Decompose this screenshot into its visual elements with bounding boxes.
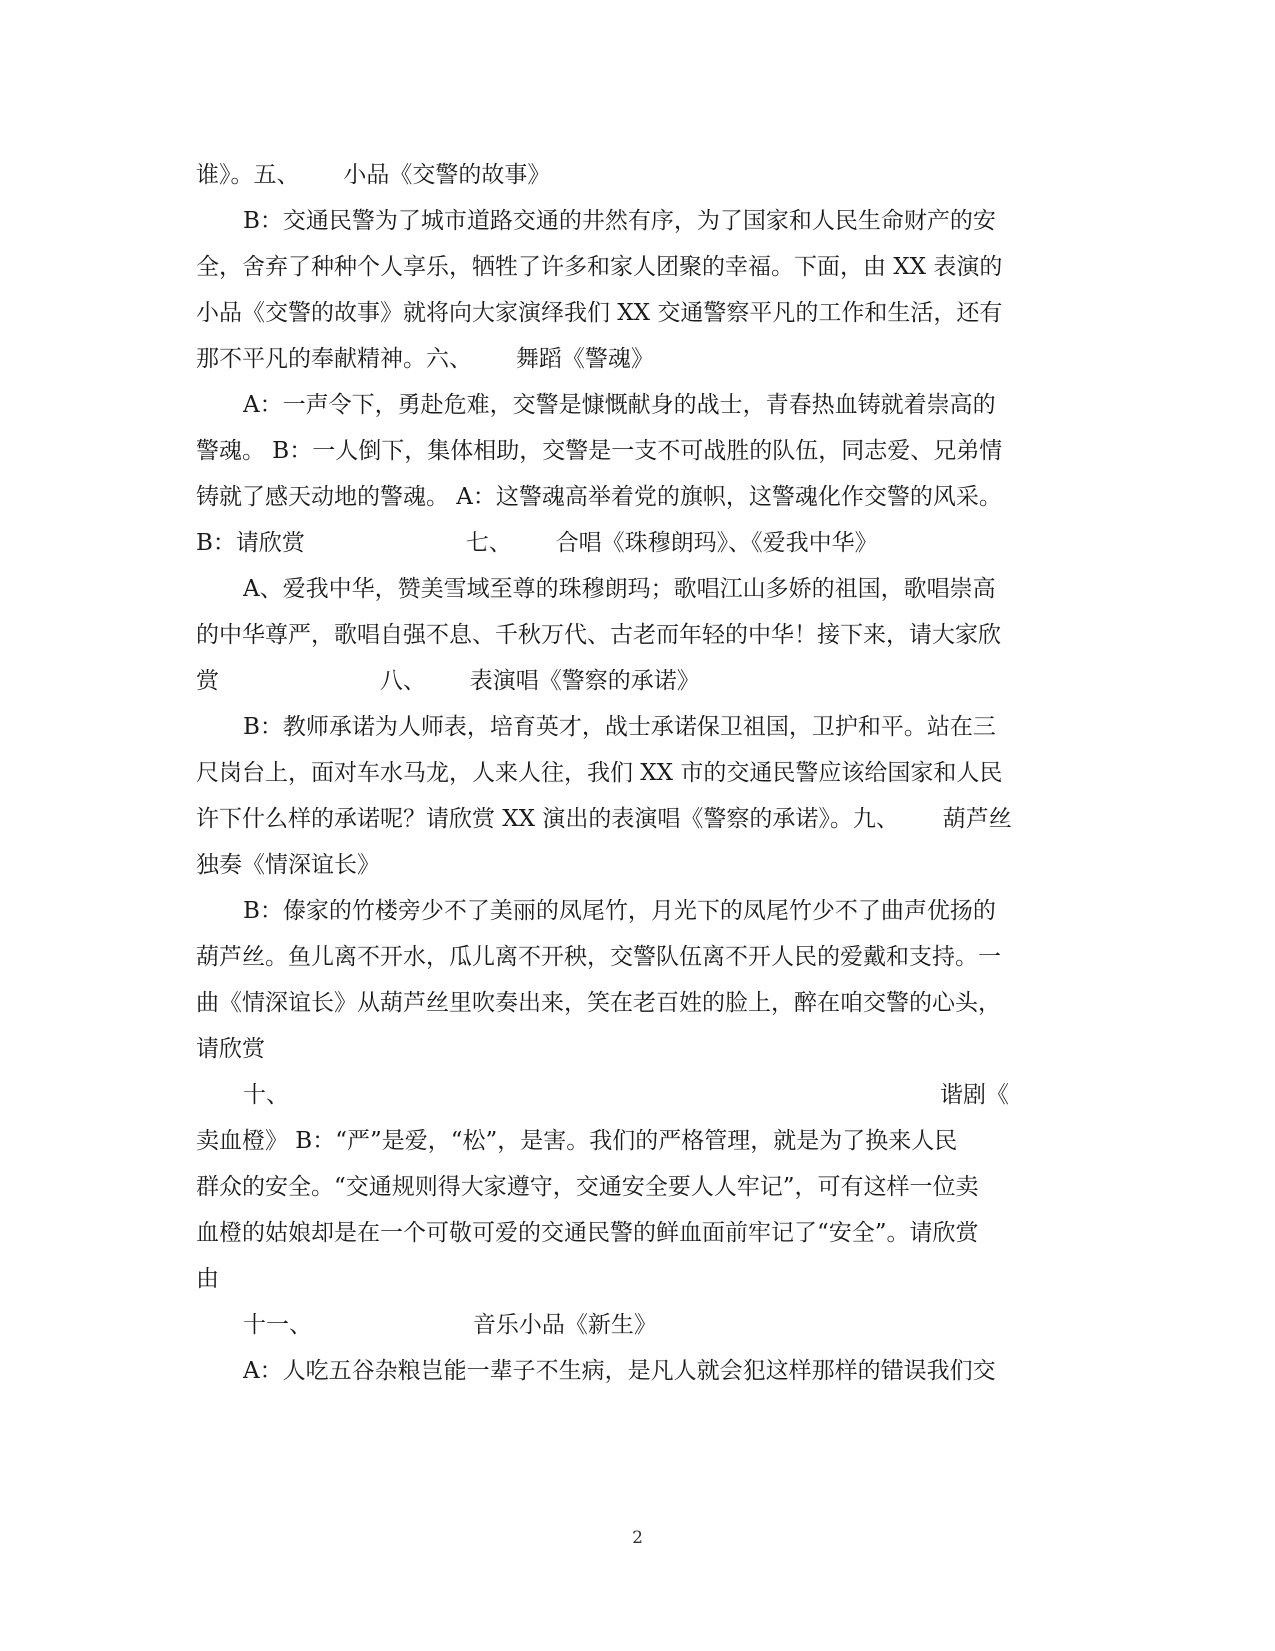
text-line-26: 十一、 音乐小品《新生》 (243, 1312, 657, 1338)
text-line-22: 卖血橙》 B：“严”是爱，“松”，是害。我们的严格管理，就是为了换来人民 (196, 1128, 958, 1154)
text-line-13: B：教师承诺为人师表，培育英才，战士承诺保卫祖国，卫护和平。站在三 (243, 714, 996, 740)
text-line-12: 赏 八、 表演唱《警察的承诺》 (196, 668, 700, 694)
text-line-1: 谁》。五、 小品《交警的故事》 (196, 162, 551, 188)
text-line-3: 全，舍弃了种种个人享乐，牺牲了许多和家人团聚的幸福。下面，由 XX 表演的 (196, 254, 1003, 280)
text-line-16: 独奏《情深谊长》 (196, 852, 380, 878)
text-line-6: A：一声令下，勇赴危难，交警是慷慨献身的战士，青春热血铸就着崇高的 (243, 392, 996, 418)
text-line-23: 群众的安全。“交通规则得大家遵守，交通安全要人人牢记”，可有这样一位卖 (196, 1174, 979, 1200)
text-line-11: 的中华尊严，歌唱自强不息、千秋万代、古老而年轻的中华！接下来，请大家欣 (196, 622, 1001, 648)
text-line-15: 许下什么样的承诺呢？请欣赏 XX 演出的表演唱《警察的承诺》。九、 葫芦丝 (196, 806, 1012, 832)
text-line-21: 十、 (243, 1082, 289, 1108)
text-line-5: 那不平凡的奉献精神。六、 舞蹈《警魂》 (196, 346, 654, 372)
text-line-19: 曲《情深谊长》从葫芦丝里吹奏出来，笑在老百姓的脸上，醉在咱交警的心头， (196, 990, 1001, 1016)
text-line-14: 尺岗台上，面对车水马龙，人来人往，我们 XX 市的交通民警应该给国家和人民 (196, 760, 1003, 786)
text-line-25: 由 (196, 1266, 219, 1292)
text-line-9: B：请欣赏 七、 合唱《珠穆朗玛》、《爱我中华》 (196, 530, 878, 556)
text-line-4: 小品《交警的故事》就将向大家演绎我们 XX 交通警察平凡的工作和生活，还有 (196, 300, 1003, 326)
text-line-20: 请欣赏 (196, 1036, 265, 1062)
text-line-10: A、爱我中华，赞美雪域至尊的珠穆朗玛；歌唱江山多娇的祖国，歌唱崇高 (243, 576, 996, 602)
text-line-21-right: 谐剧《 (940, 1082, 1009, 1108)
text-line-2: B：交通民警为了城市道路交通的井然有序，为了国家和人民生命财产的安 (243, 208, 996, 234)
text-line-27: A：人吃五谷杂粮岂能一辈子不生病，是凡人就会犯这样那样的错误我们交 (243, 1358, 996, 1384)
page-number: 2 (632, 1528, 643, 1548)
text-line-7: 警魂。 B：一人倒下，集体相助，交警是一支不可战胜的队伍，同志爱、兄弟情 (196, 438, 1003, 464)
text-line-8: 铸就了感天动地的警魂。 A：这警魂高举着党的旗帜，这警魂化作交警的风采。 (196, 484, 1002, 510)
text-line-17: B：傣家的竹楼旁少不了美丽的凤尾竹，月光下的凤尾竹少不了曲声优扬的 (243, 898, 996, 924)
text-line-18: 葫芦丝。鱼儿离不开水，瓜儿离不开秧，交警队伍离不开人民的爱戴和支持。一 (196, 944, 1001, 970)
text-line-24: 血橙的姑娘却是在一个可敬可爱的交通民警的鲜血面前牢记了“安全”。请欣赏 (196, 1220, 979, 1246)
